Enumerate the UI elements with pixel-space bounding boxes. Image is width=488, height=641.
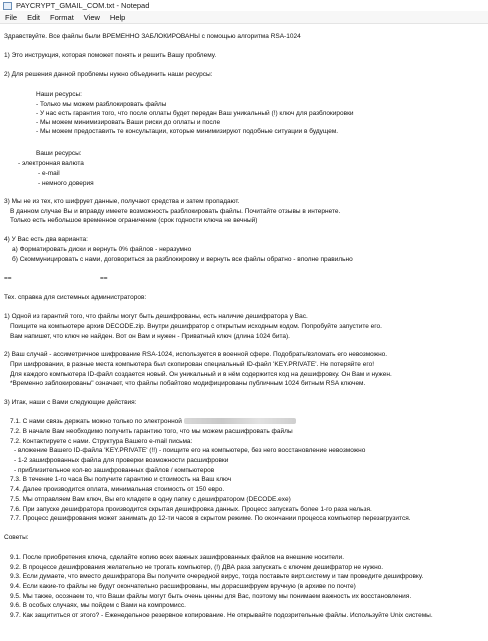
text-line: Тех. справка для системных администраторов: <box>4 294 147 301</box>
text-line: 9.6. В особых случаях, мы пойдем с Вами на компромисс. <box>10 602 186 609</box>
text-line: Для каждого компьютера ID-файл создается новый. Он уникальный и в нём содержится код на дешифровку. Он Вам и нужен. <box>10 371 392 378</box>
text-line: - У нас есть гарантия того, что после оплаты будет передан Ваш уникальный (!) ключ для разблокировки <box>36 110 354 117</box>
text-line: - приблизительное кол-во зашифрованных файлов / компьютеров <box>14 467 215 474</box>
contact-text: 7.1. С нами связь держать можно только по электронной <box>10 418 182 425</box>
text-line: - вложение Вашего ID-файла 'KEY.PRIVATE' (!!) - поищите его на компьютере, без него восстановление невозможно <box>14 447 366 454</box>
text-line: Наши ресурсы: <box>36 91 82 98</box>
menu-file[interactable]: File <box>5 12 18 22</box>
menu-edit[interactable]: Edit <box>27 12 41 22</box>
text-line: 3) Итак, наши с Вами следующие действия: <box>4 399 137 406</box>
text-line: Только есть небольшое временное ограничение (срок годности ключа не вечный) <box>10 217 258 224</box>
menu-bar <box>0 11 488 24</box>
text-line: б) Скоммуницировать с нами, договориться за разблокировку и вернуть все файлы обратно - вполне правильно <box>12 256 353 263</box>
text-line: 7.4. Далее производится оплата, минимальная стоимость от 150 евро. <box>10 486 225 493</box>
separator-right: == <box>100 275 108 282</box>
text-line: 9.2. В процессе дешифрования желательно не трогать компьютер, (!) ДВА раза запускать с ключем дешифратор не нужно. <box>10 564 384 571</box>
text-editor-area[interactable] <box>0 24 488 641</box>
redacted-email <box>184 418 296 424</box>
text-line: Здравствуйте. Все файлы были ВРЕМЕННО ЗАБЛОКИРОВАНЫ с помощью алгоритма RSA-1024 <box>4 33 301 40</box>
text-line: - электронная валюта <box>18 160 84 167</box>
contact-line <box>10 418 296 426</box>
text-line: 9.3. Если думаете, что вместо дешифратора Вы получите очередной вирус, тогда поставьте вирт.систему и там проведите дешифровку. <box>10 573 424 580</box>
text-line: 7.3. В течение 1-го часа Вы получите гарантию и стоимость на Ваш ключ <box>10 476 232 483</box>
text-line: В данном случае Вы и вправду имеете возможность разблокировать файлы. Почитайте отзывы в интернете. <box>10 208 341 215</box>
text-line: Поищите на компьютере архив DECODE.zip. Внутри дешифратор с открытым исходным кодом. Попробуйте запустите его. <box>10 323 382 330</box>
text-line: 9.7. Как защититься от этого? - Еженедельное резервное копирование. Не открывайте подозрительные файлы. Используйте Unix системы. <box>10 612 433 619</box>
text-line: Вам напишет, что ключ не найден. Вот он Вам и нужен - Приватный ключ (длина 1024 бита). <box>10 333 290 340</box>
text-line: - Мы можем предоставить те консультации, которые минимизируют подобные ситуации в будущем. <box>36 128 339 135</box>
text-line: При шифровании, в разные места компьютера был скопирован специальный ID-файл 'KEY.PRIVATE'. Не потеряйте его! <box>10 361 374 368</box>
text-line: 9.1. После приобретения ключа, сделайте копию всех важных зашифрованных файлов на внешние носители. <box>10 554 345 561</box>
menu-view[interactable]: View <box>83 12 100 22</box>
text-line: *Временно заблокированы" означает, что файлы побайтово модифицированы публичным 1024 битным RSA ключем. <box>10 380 366 387</box>
text-line: 1) Одной из гарантий того, что файлы могут быть дешифрованы, есть наличие дешифратора у Вас. <box>4 313 308 320</box>
text-line: Советы: <box>4 534 29 541</box>
text-line: 7.2. Контактируете с нами. Структура Вашего e-mail письма: <box>10 438 193 445</box>
text-line: а) Форматировать диски и вернуть 0% файлов - неразумно <box>12 246 192 253</box>
window-title: PAYCRYPT_GMAIL_COM.txt - Notepad <box>16 1 150 10</box>
menu-help[interactable]: Help <box>109 12 126 22</box>
text-line: 9.5. Мы также, осознаем то, что Ваши файлы могут быть очень ценны для Вас, поэтому мы понимаем важность их восстановления. <box>10 593 412 600</box>
text-line: 7.2. В начале Вам необходимо получить гарантию того, что мы можем расшифровать файлы <box>10 428 293 435</box>
text-line: - 1-2 зашифрованных файла для проверки возможности расшифровки <box>14 457 229 464</box>
text-line: - немного доверия <box>38 180 94 187</box>
text-line: - Только мы можем разблокировать файлы <box>36 101 167 108</box>
text-line: 2) Ваш случай - ассиметричное шифрование RSA-1024, используется в военной сфере. Подобрать/взломать его невозможно. <box>4 351 388 358</box>
text-line: 4) У Вас есть два варианта: <box>4 236 88 243</box>
text-line: 7.6. При запуске дешифратора производится скрытая дешифровка данных. Процесс запускать более 1-го раза нельзя. <box>10 506 372 513</box>
text-line: 9.4. Если какие-то файлы не будут окончательно расшифрованы, мы дорасшифруем вручную (в архиве по почте) <box>10 583 356 590</box>
menu-format[interactable]: Format <box>50 12 74 22</box>
text-line: - Мы можем минимизировать Ваши риски до оплаты и после <box>36 119 221 126</box>
text-line: 7.7. Процесс дешифрования может занимать до 12-ти часов в скрытом режиме. По окончании процесса компьютер перезагрузится. <box>10 515 411 522</box>
window-titlebar <box>0 0 488 11</box>
text-line: 1) Это инструкция, которая поможет понять и решить Вашу проблему. <box>4 52 217 59</box>
notepad-icon <box>3 2 12 10</box>
separator-left: == <box>4 275 12 282</box>
text-line: 3) Мы не из тех, кто шифрует данные, получают средства и затем пропадают. <box>4 198 240 205</box>
text-line: - e-mail <box>38 170 60 177</box>
text-line: Ваши ресурсы: <box>36 150 82 157</box>
text-line: 7.5. Мы отправляем Вам ключ, Вы его кладете в одну папку с дешифратором (DECODE.exe) <box>10 496 291 503</box>
text-line: 2) Для решения данной проблемы нужно объединить наши ресурсы: <box>4 71 213 78</box>
